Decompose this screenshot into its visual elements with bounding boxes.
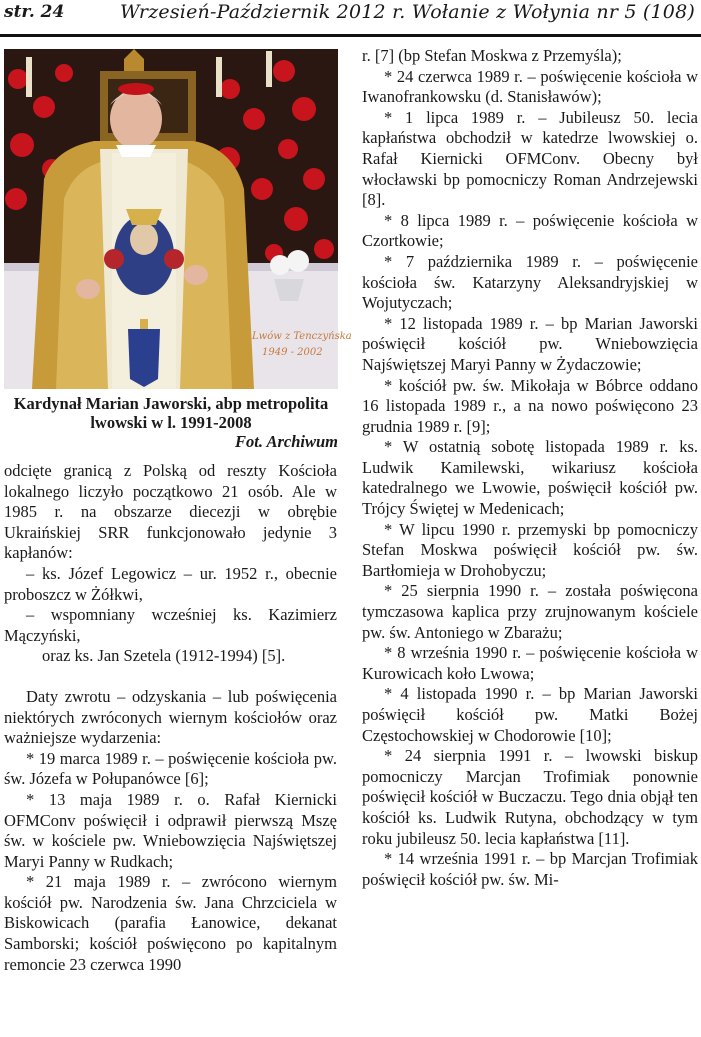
list-item: * 21 maja 1989 r. – zwrócono wiernym kościół pw. Narodzenia św. Jana Chrzciciela w Biskowicach (parafia Łanowice, dekanat Samborski; kościół poświęcono po kapitalnym remoncie 23 czerwca 1990 [4,872,337,974]
list-item: * kościół pw. św. Mikołaja w Bóbrce oddano 16 listopada 1989 r., a na nowo poświęcono 23 grudnia 1989 r. [9]; [362,375,698,436]
altar-plaque-line1: Lwów z Tenczyńska [252,331,352,342]
list-item: * 1 lipca 1989 r. – Jubileusz 50. lecia kapłaństwa obchodził w katedrze lwowskiej o. Rafał Kiernicki OFMConv. Obecny był włocławski bp pomocniczy Roman Andrzejewski [8]. [362,107,698,210]
list-item: – ks. Józef Legowicz – ur. 1952 r., obecnie proboszcz w Żółkwi, [4,563,337,604]
page-number: str. 24 [4,2,65,22]
photo-credit: Fot. Archiwum [234,432,338,451]
list-item: oraz ks. Jan Szetela (1912-1994) [5]. [42,646,286,666]
paragraph: Daty zwrotu – odzyskania – lub poświęcenia niektórych zwróconych wiernym kościołów oraz ważniejsze wydarzenia: [4,686,337,748]
list-item: * 14 września 1991 r. – bp Marcjan Trofimiak poświęcił kościół pw. św. Mi- [362,849,698,889]
list-item: * 25 sierpnia 1990 r. – została poświęcona tymczasowa kaplica przy zrujnowanym kościele pw. św. Antoniego w Zbarażu; [362,581,698,642]
list-item: * 8 września 1990 r. – poświęcenie kościoła w Kurowicach koło Lwowa; [362,643,698,683]
list-item: * 7 października 1989 r. – poświęcenie kościoła św. Katarzyny Aleksandryjskiej w Wojutyczach; [362,251,698,313]
list-item: * 19 marca 1989 r. – poświęcenie kościoła pw. św. Józefa w Połupanówce [6]; [4,748,337,789]
altar-plaque-line2: 1949 - 2002 [262,347,323,358]
list-item: * 4 listopada 1990 r. – bp Marian Jaworski poświęcił kościół pw. Matki Bożej Częstochowskiej w Chodorowie [10]; [362,684,698,745]
issue-title: Wrzesień-Październik 2012 r. Wołanie z Wołynia nr 5 (108) [120,1,695,23]
header-rule [0,34,701,37]
list-item: * 24 czerwca 1989 r. – poświęcenie kościoła w Iwanofrankowsku (d. Stanisławów); [362,66,698,107]
photo-caption [4,394,338,451]
right-column [362,46,698,890]
left-column [4,461,337,975]
list-item: * W ostatnią sobotę listopada 1989 r. ks. Ludwik Kamilewski, wikariusz kościoła katedralnego we Lwowie, poświęcił kościół pw. Trójcy Świętej w Medenicach; [362,437,698,519]
list-item: * 12 listopada 1989 r. – bp Marian Jaworski poświęcił kościół pw. Wniebowzięcia Najświętszej Maryi Panny w Żydaczowie; [362,313,698,374]
cardinal-photo [4,49,352,389]
list-item: * 8 lipca 1989 r. – poświęcenie kościoła w Czortkowie; [362,210,698,251]
list-item: – wspomniany wcześniej ks. Kazimierz Mączyński, [4,605,337,645]
caption-text: Kardynał Marian Jaworski, abp metropolita lwowski w l. 1991-2008 [13,394,329,432]
list-item: * 24 sierpnia 1991 r. – lwowski biskup pomocniczy Marcjan Trofimiak ponownie poświęcił kościół w Buczaczu. Tego dnia objął ten kościół ks. Ludwik Rutyna, obchodzący w tym roku jubileusz 50. lecia kapłaństwa [11]. [362,746,698,848]
paragraph: odcięte granicą z Polską od reszty Kościoła lokalnego liczyło początkowo 21 osób. Ale w 1985 r. na obszarze diecezji w obrębie Ukraińskiej SRR funkcjonowało jedynie 3 kapłanów: [4,461,337,563]
paragraph: r. [7] (bp Stefan Moskwa z Przemyśla); [362,46,622,65]
list-item: * W lipcu 1990 r. przemyski bp pomocniczy Stefan Moskwa poświęcił kościół pw. św. Bartłomieja w Drohobyczu; [362,519,698,580]
page-header [0,0,701,40]
list-item: * 13 maja 1989 r. o. Rafał Kiernicki OFMConv poświęcił i odprawił pierwszą Mszę św. w kościele pw. Wniebowzięcia Najświętszej Maryi Panny w Rudkach; [4,789,337,871]
